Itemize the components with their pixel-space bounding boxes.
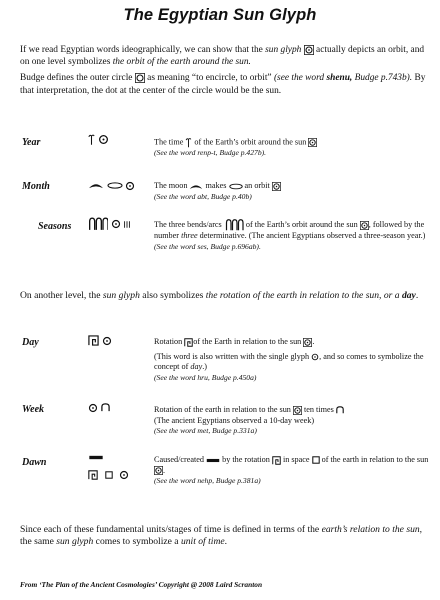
intro-word: shenu, bbox=[326, 73, 353, 84]
moon-icon bbox=[189, 183, 203, 190]
entry-label-year: Year bbox=[22, 137, 41, 148]
sun-glyph-icon bbox=[88, 403, 98, 413]
year-glyphs bbox=[88, 133, 109, 146]
closing-text: . bbox=[224, 536, 228, 548]
desc-text: The three bends/arcs bbox=[154, 219, 224, 229]
desc-text: of the Earth’s orbit around the sun bbox=[243, 219, 360, 229]
desc-text: The moon bbox=[154, 181, 190, 190]
sun-glyph-icon bbox=[308, 138, 317, 147]
mid-emphasis: the rotation of the earth in relation to the sun, or a bbox=[205, 290, 402, 301]
desc-text: (This word is also written with the single glyph bbox=[154, 351, 312, 361]
sun-glyph-icon bbox=[272, 182, 281, 191]
desc-text: by the rotation bbox=[220, 455, 272, 464]
mid-text: also symbolizes bbox=[139, 290, 206, 301]
entry-desc-week bbox=[154, 405, 434, 437]
closing-emphasis: sun glyph bbox=[56, 536, 94, 548]
three-arcs-icon bbox=[88, 217, 108, 231]
moon-icon bbox=[88, 182, 104, 189]
desc-text: makes bbox=[203, 181, 229, 190]
sun-glyph-icon bbox=[311, 353, 319, 361]
closing-emphasis: unit of time bbox=[180, 536, 225, 548]
sun-glyph-icon bbox=[154, 465, 166, 475]
intro-reference: Budge p.743b). bbox=[352, 73, 413, 84]
mid-emphasis-strong: day bbox=[401, 290, 416, 301]
desc-text: of the Earth in relation to the sun bbox=[193, 337, 304, 346]
closing-text: Since each of these fundamental units/stages of time is defined in terms of the bbox=[20, 524, 322, 535]
entry-label-seasons: Seasons bbox=[38, 221, 72, 232]
closing-text: comes to symbolize a bbox=[93, 536, 181, 548]
sun-glyph-icon bbox=[304, 45, 314, 55]
entry-label-dawn: Dawn bbox=[22, 457, 47, 468]
intro-text: Budge defines the outer circle bbox=[20, 73, 135, 84]
desc-text: of the earth in relation to the sun bbox=[319, 455, 429, 464]
week-glyphs bbox=[88, 402, 110, 413]
entry-label-month: Month bbox=[22, 181, 50, 192]
desc-text: , and so comes to symbolize the concept of bbox=[154, 351, 424, 372]
intro-text: By that interpretation, the dot at the center of the circle would be the sun. bbox=[20, 73, 426, 96]
space-square-icon bbox=[105, 471, 113, 479]
created-bar-icon bbox=[206, 458, 220, 463]
footer-copyright: From ‘The Plan of the Ancient Cosmologies’ Copyright @ 2008 Laird Scranton bbox=[20, 580, 263, 589]
sun-glyph-icon bbox=[293, 406, 302, 415]
intro-paragraph-2 bbox=[20, 72, 428, 96]
sun-glyph-icon bbox=[98, 134, 109, 145]
entry-reference: (See the word abt, Budge p.40b) bbox=[154, 191, 252, 201]
sun-glyph-icon bbox=[119, 470, 129, 480]
twisted-rope-icon bbox=[88, 335, 99, 346]
entry-desc-dawn bbox=[154, 455, 434, 487]
desc-text: in space bbox=[280, 455, 312, 464]
entry-label-week: Week bbox=[22, 404, 45, 415]
desc-text: , followed by the number bbox=[154, 219, 425, 240]
closing-paragraph bbox=[20, 524, 430, 549]
orbit-icon bbox=[107, 182, 123, 189]
sun-glyph-icon bbox=[102, 336, 112, 346]
sun-glyph-icon bbox=[303, 337, 315, 347]
month-glyphs bbox=[88, 180, 135, 191]
orbit-icon bbox=[229, 183, 243, 190]
sun-glyph-icon bbox=[111, 219, 121, 229]
entry-desc-seasons bbox=[154, 219, 434, 252]
mid-emphasis: sun glyph bbox=[102, 290, 140, 301]
entry-desc-year bbox=[154, 137, 434, 159]
intro-text: If we read Egyptian words ideographically, we can show that the bbox=[20, 45, 266, 55]
twisted-rope-icon bbox=[184, 338, 193, 347]
desc-text: Rotation of the earth in relation to the sun bbox=[154, 405, 293, 414]
desc-text: Caused/created bbox=[154, 455, 207, 464]
entry-note: (The ancient Egyptians observed a 10-day week) bbox=[154, 415, 315, 425]
intro-paragraph-1 bbox=[20, 44, 428, 68]
three-arcs-icon bbox=[224, 219, 244, 231]
intro-text: as meaning “to encircle, to orbit” bbox=[144, 73, 274, 84]
space-square-icon bbox=[312, 456, 320, 464]
created-bar-icon bbox=[88, 455, 104, 460]
intro-emphasis: sun glyph bbox=[265, 45, 302, 55]
sun-glyph-icon bbox=[360, 221, 369, 230]
desc-text: an orbit bbox=[242, 181, 272, 190]
mid-text: On another level, the bbox=[20, 290, 103, 301]
mid-text: . bbox=[415, 290, 419, 301]
desc-text: of the Earth’s orbit around the sun bbox=[192, 137, 309, 147]
desc-emphasis: three bbox=[181, 231, 198, 240]
desc-emphasis: day bbox=[190, 362, 203, 372]
entry-reference: (See the word ses, Budge p.696ab). bbox=[154, 241, 261, 251]
desc-text: ten times bbox=[301, 405, 336, 414]
entry-reference: (See the word hru, Budge p.450a) bbox=[154, 372, 257, 382]
entry-label-day: Day bbox=[22, 337, 39, 348]
desc-text: Rotation bbox=[154, 337, 185, 346]
three-strokes-icon bbox=[123, 220, 131, 229]
seasons-glyphs bbox=[88, 217, 131, 231]
closing-text: the same bbox=[20, 536, 57, 548]
desc-text: . bbox=[312, 337, 315, 346]
entry-desc-month bbox=[154, 181, 434, 202]
desc-text: determinative. (The ancient Egyptians observed a three-season year.) bbox=[197, 231, 426, 240]
outer-circle-glyph-icon bbox=[135, 73, 145, 83]
twisted-rope-icon bbox=[272, 456, 281, 465]
middle-paragraph bbox=[20, 290, 428, 302]
dawn-glyphs bbox=[88, 452, 148, 480]
entry-reference: (See the word met, Budge p.331a) bbox=[154, 426, 257, 436]
ten-arch-icon bbox=[336, 406, 344, 414]
desc-text: The time bbox=[154, 137, 186, 147]
twisted-rope-icon bbox=[88, 470, 98, 480]
closing-emphasis: earth’s relation to the sun, bbox=[321, 524, 423, 535]
entry-reference: (See the word renp-t, Budge p.427b). bbox=[154, 148, 267, 157]
sun-glyph-icon bbox=[125, 181, 135, 191]
intro-reference: (see the word bbox=[273, 73, 327, 84]
intro-text: actually depicts an orbit, and on one level symbolizes bbox=[20, 45, 425, 68]
desc-text: . bbox=[163, 465, 166, 475]
entry-reference: (See the word nehp, Budge p.381a) bbox=[154, 476, 261, 486]
entry-desc-day bbox=[154, 337, 434, 383]
page-title: The Egyptian Sun Glyph bbox=[123, 6, 317, 24]
desc-text: .) bbox=[202, 362, 207, 372]
intro bbox=[20, 44, 428, 101]
intro-emphasis: the orbit of the earth around the sun. bbox=[112, 57, 251, 68]
ten-arch-icon bbox=[101, 403, 110, 412]
day-glyphs bbox=[88, 335, 112, 346]
palm-rib-icon bbox=[88, 133, 95, 146]
